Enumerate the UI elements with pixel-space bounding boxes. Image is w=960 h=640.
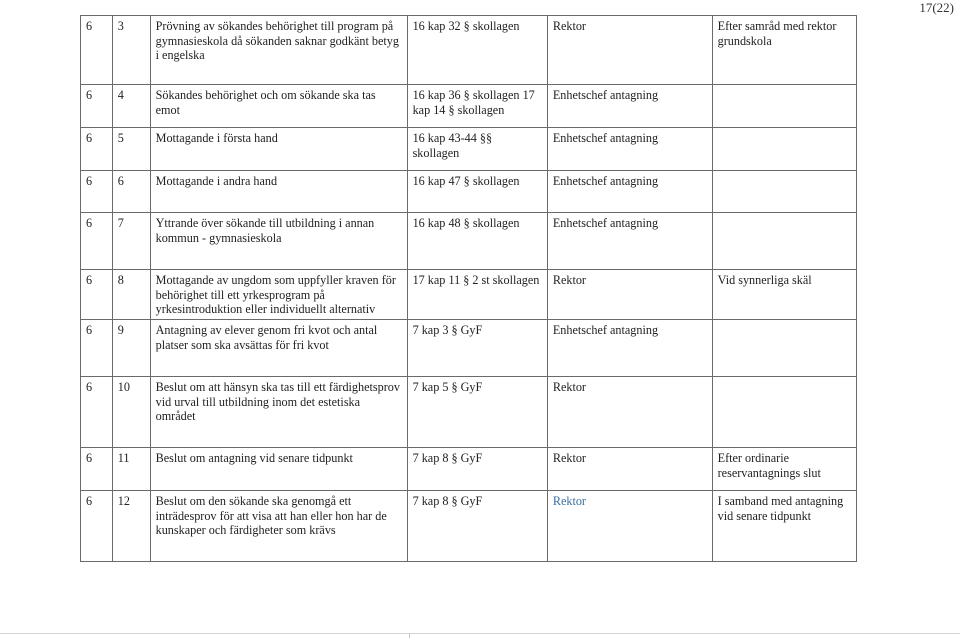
note-cell: [712, 377, 856, 448]
law-cell: 7 kap 3 § GyF: [407, 320, 547, 377]
table-row: [81, 213, 857, 270]
point-cell: 9: [112, 320, 150, 377]
law-cell: 16 kap 36 § skollagen 17 kap 14 § skollagen: [407, 85, 547, 128]
case-cell: Prövning av sökandes behörighet till program på gymnasieskola då sökanden saknar godkänt betyg i engelska: [150, 16, 407, 85]
section-cell: 6: [81, 128, 113, 171]
page-number: 17(22): [919, 0, 954, 15]
delegation-table: [80, 15, 857, 562]
point-cell: 10: [112, 377, 150, 448]
note-cell: [712, 85, 856, 128]
point-cell: 3: [112, 16, 150, 85]
delegate-cell: Rektor: [547, 377, 712, 448]
case-cell: Sökandes behörighet och om sökande ska tas emot: [150, 85, 407, 128]
law-cell: 16 kap 47 § skollagen: [407, 171, 547, 213]
note-cell: Vid synnerliga skäl: [712, 270, 856, 320]
delegate-cell: Enhetschef antagning: [547, 85, 712, 128]
table-row: [81, 377, 857, 448]
delegate-cell: Enhetschef antagning: [547, 128, 712, 171]
case-cell: Mottagande i andra hand: [150, 171, 407, 213]
table-row: [81, 448, 857, 491]
section-cell: 6: [81, 320, 113, 377]
table-row: [81, 16, 857, 85]
table-row: [81, 270, 857, 320]
section-cell: 6: [81, 16, 113, 85]
page-bottom-rule: [0, 633, 960, 634]
law-cell: 16 kap 43-44 §§ skollagen: [407, 128, 547, 171]
note-cell: [712, 128, 856, 171]
point-cell: 7: [112, 213, 150, 270]
table-row: [81, 171, 857, 213]
note-cell: [712, 213, 856, 270]
table-row: [81, 128, 857, 171]
delegate-cell: Enhetschef antagning: [547, 320, 712, 377]
table-row: [81, 491, 857, 562]
law-cell: 7 kap 8 § GyF: [407, 491, 547, 562]
delegate-cell: Rektor: [547, 491, 712, 562]
point-cell: 11: [112, 448, 150, 491]
delegate-cell: Enhetschef antagning: [547, 171, 712, 213]
point-cell: 12: [112, 491, 150, 562]
section-cell: 6: [81, 85, 113, 128]
delegate-cell: Rektor: [547, 270, 712, 320]
point-cell: 6: [112, 171, 150, 213]
section-cell: 6: [81, 213, 113, 270]
table-row: [81, 320, 857, 377]
section-cell: 6: [81, 448, 113, 491]
section-cell: 6: [81, 270, 113, 320]
delegate-cell: Enhetschef antagning: [547, 213, 712, 270]
law-cell: 16 kap 32 § skollagen: [407, 16, 547, 85]
section-cell: 6: [81, 491, 113, 562]
delegate-cell: Rektor: [547, 16, 712, 85]
table-row: [81, 85, 857, 128]
point-cell: 5: [112, 128, 150, 171]
case-cell: Yttrande över sökande till utbildning i annan kommun - gymnasieskola: [150, 213, 407, 270]
case-cell: Beslut om att hänsyn ska tas till ett färdighetsprov vid urval till utbildning inom det estetiska området: [150, 377, 407, 448]
law-cell: 17 kap 11 § 2 st skollagen: [407, 270, 547, 320]
note-cell: [712, 320, 856, 377]
law-cell: 16 kap 48 § skollagen: [407, 213, 547, 270]
note-cell: Efter ordinarie reservantagnings slut: [712, 448, 856, 491]
point-cell: 8: [112, 270, 150, 320]
delegate-cell: Rektor: [547, 448, 712, 491]
case-cell: Mottagande i första hand: [150, 128, 407, 171]
case-cell: Antagning av elever genom fri kvot och antal platser som ska avsättas för fri kvot: [150, 320, 407, 377]
section-cell: 6: [81, 377, 113, 448]
case-cell: Beslut om den sökande ska genomgå ett inträdesprov för att visa att han eller hon har de kunskaper och färdigheter som krävs: [150, 491, 407, 562]
note-cell: Efter samråd med rektor grundskola: [712, 16, 856, 85]
note-cell: [712, 171, 856, 213]
case-cell: Beslut om antagning vid senare tidpunkt: [150, 448, 407, 491]
law-cell: 7 kap 5 § GyF: [407, 377, 547, 448]
section-cell: 6: [81, 171, 113, 213]
point-cell: 4: [112, 85, 150, 128]
note-cell: I samband med antagning vid senare tidpunkt: [712, 491, 856, 562]
law-cell: 7 kap 8 § GyF: [407, 448, 547, 491]
page-bottom-tick: [409, 633, 410, 638]
case-cell: Mottagande av ungdom som uppfyller kraven för behörighet till ett yrkesprogram på yrkesintroduktion eller individuellt alternativ: [150, 270, 407, 320]
